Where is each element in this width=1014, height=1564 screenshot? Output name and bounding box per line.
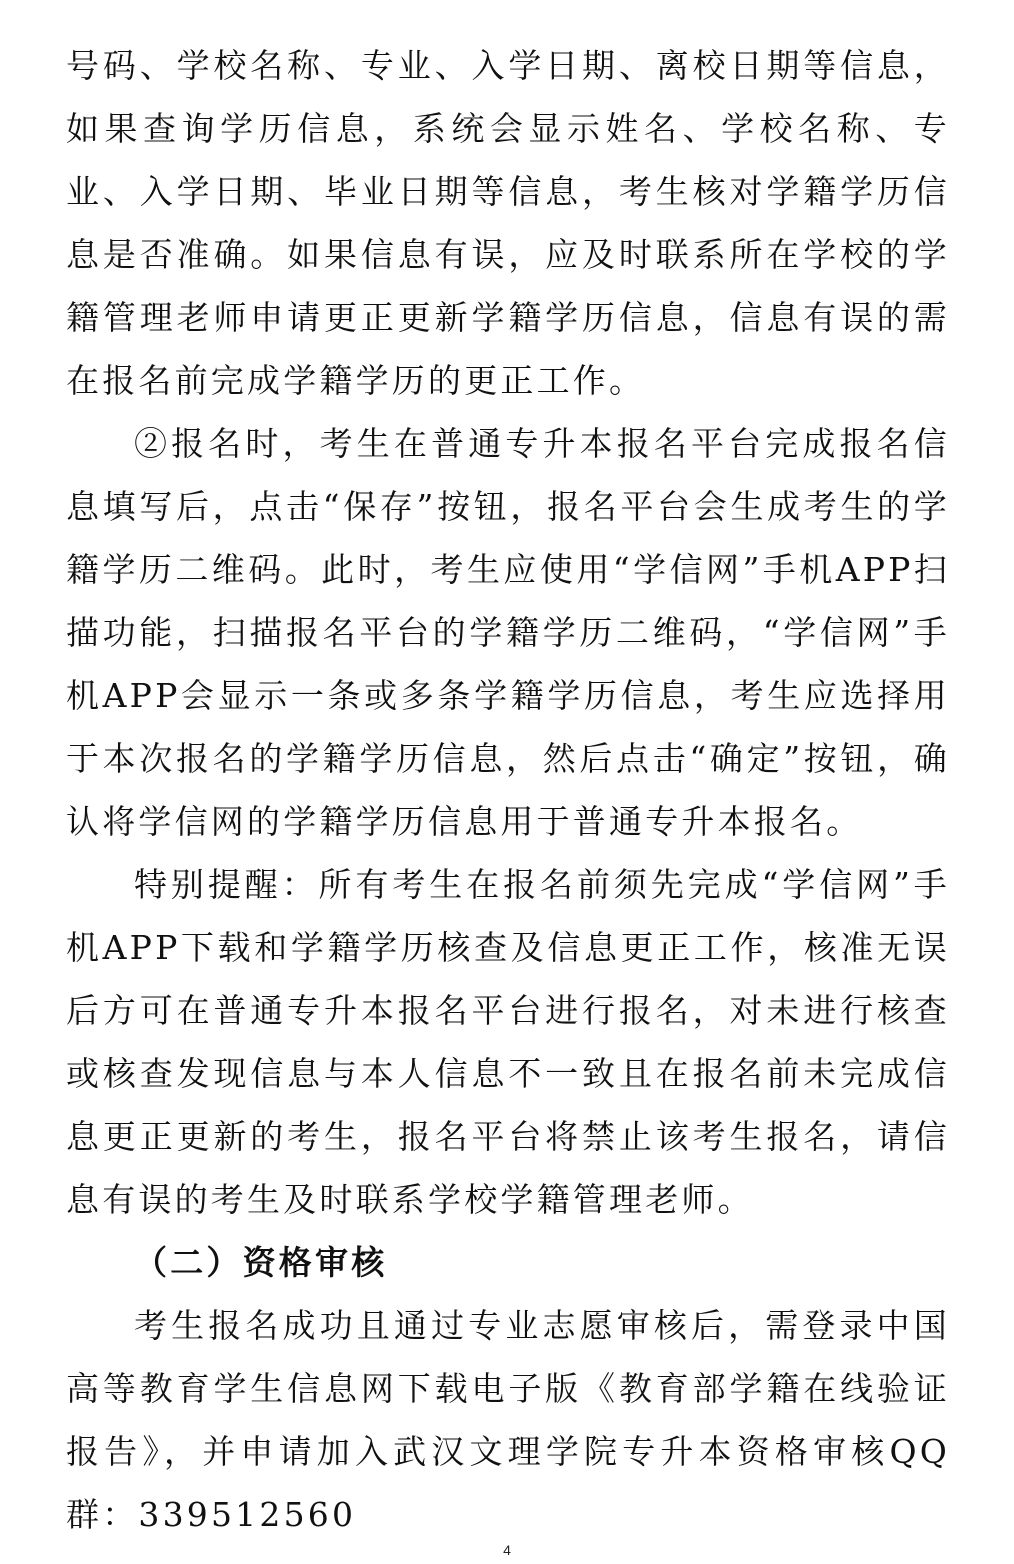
page-number: 4 [503, 1542, 511, 1558]
paragraph-special-reminder: 特别提醒：所有考生在报名前须先完成“学信网”手机APP下载和学籍学历核查及信息更正工作，核准无误后方可在普通专升本报名平台进行报名，对未进行核查或核查发现信息与本人信息不一致且在报名前未完成信息更正更新的考生，报名平台将禁止该考生报名，请信息有误的考生及时联系学校学籍管理老师。 [66, 865, 950, 1219]
body-text [66, 34, 950, 1546]
paragraph-qualification-review: 考生报名成功且通过专业志愿审核后，需登录中国高等教育学生信息网下载电子版《教育部学籍在线验证报告》，并申请加入武汉文理学院专升本资格审核QQ群：339512560 [66, 1306, 950, 1534]
section-heading-qualification-review: （二）资格审核 [134, 1243, 388, 1282]
paragraph-registration-qrcode: ②报名时，考生在普通专升本报名平台完成报名信息填写后，点击“保存”按钮，报名平台会生成考生的学籍学历二维码。此时，考生应使用“学信网”手机APP扫描功能，扫描报名平台的学籍学历二维码，“学信网”手机APP会显示一条或多条学籍学历信息，考生应选择用于本次报名的学籍学历信息，然后点击“确定”按钮，确认将学信网的学籍学历信息用于普通专升本报名。 [66, 424, 950, 841]
paragraph-verification-info: 号码、学校名称、专业、入学日期、离校日期等信息，如果查询学历信息，系统会显示姓名、学校名称、专业、入学日期、毕业日期等信息，考生核对学籍学历信息是否准确。如果信息有误，应及时联系所在学校的学籍管理老师申请更正更新学籍学历信息，信息有误的需在报名前完成学籍学历的更正工作。 [66, 46, 950, 400]
